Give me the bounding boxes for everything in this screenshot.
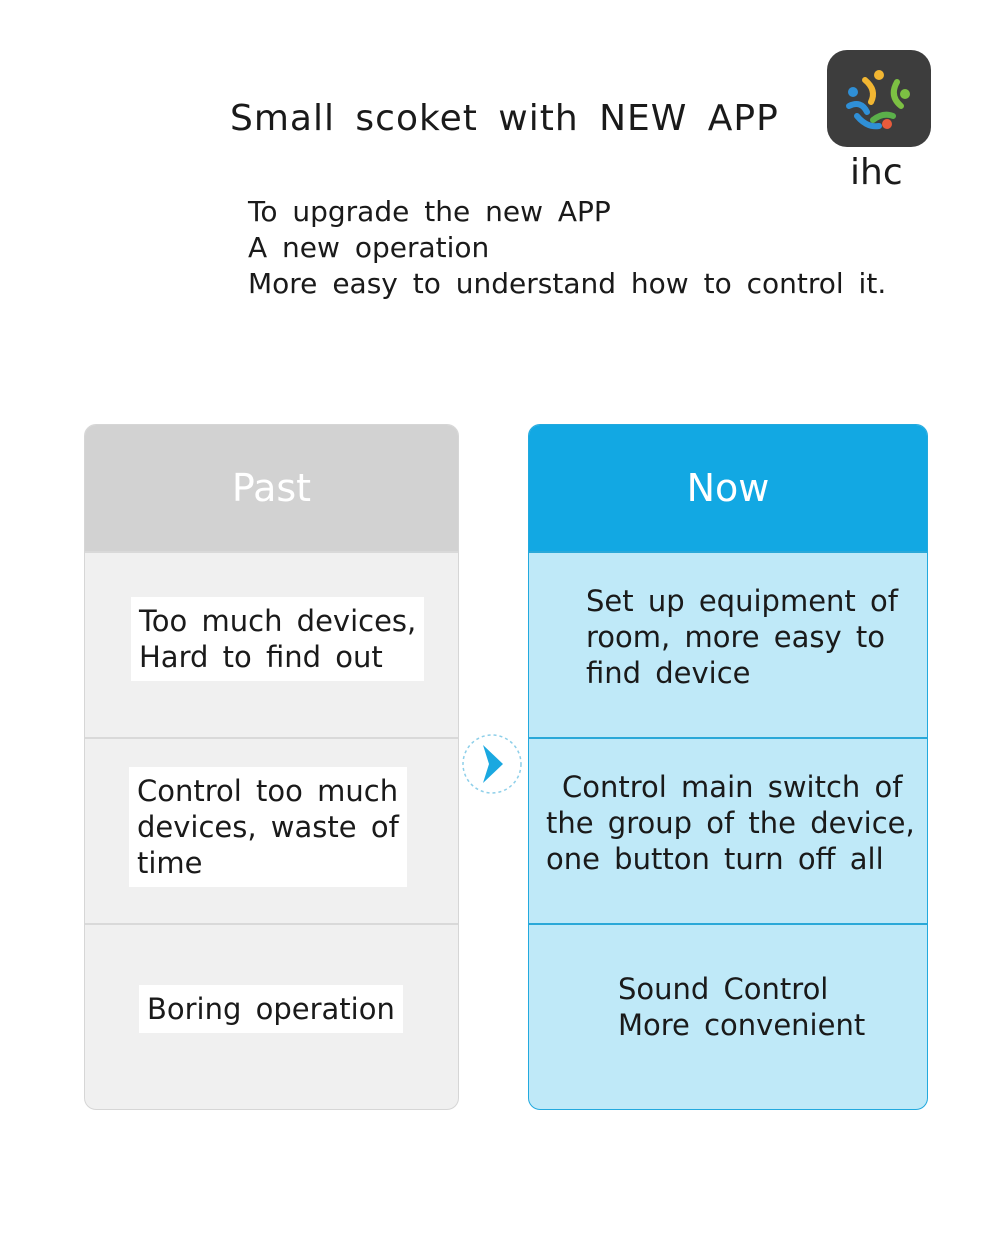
intro-line: More easy to understand how to control it. <box>248 267 887 300</box>
ihc-app-icon[interactable] <box>827 50 931 147</box>
text-line: find device <box>586 656 751 690</box>
text-line: Boring operation <box>147 992 395 1026</box>
text-line: Set up equipment of <box>586 584 898 618</box>
past-row-text <box>129 767 407 887</box>
text-line: room, more easy to <box>586 620 886 654</box>
intro-text <box>248 194 886 302</box>
now-row <box>529 551 927 737</box>
now-row <box>529 923 927 1109</box>
past-row-text <box>131 597 424 681</box>
text-line: Sound Control <box>618 972 829 1006</box>
text-line: Too much devices, <box>139 604 417 638</box>
intro-line: To upgrade the new APP <box>248 195 611 228</box>
now-row-text <box>586 583 898 691</box>
page-title: Small scoket with NEW APP <box>230 98 779 139</box>
people-logo-icon <box>827 50 931 147</box>
past-panel <box>84 424 459 1110</box>
text-line: time <box>137 846 203 880</box>
past-row <box>85 737 458 923</box>
text-line: More convenient <box>618 1008 866 1042</box>
app-name: ihc <box>850 152 903 193</box>
text-line: Control main switch of <box>562 770 903 804</box>
now-row <box>529 737 927 923</box>
past-header: Past <box>85 425 458 551</box>
past-row-text <box>139 985 403 1033</box>
now-row-text <box>618 971 865 1043</box>
now-header: Now <box>529 425 927 551</box>
past-row <box>85 551 458 737</box>
text-line: devices, waste of <box>137 810 399 844</box>
chevron-right-icon <box>461 733 523 795</box>
text-line: the group of the device, <box>546 806 915 840</box>
now-row-text <box>546 769 915 877</box>
text-line: one button turn off all <box>546 842 884 876</box>
text-line: Hard to find out <box>139 640 383 674</box>
text-line: Control too much <box>137 774 399 808</box>
now-panel <box>528 424 928 1110</box>
intro-line: A new operation <box>248 231 490 264</box>
past-row <box>85 923 458 1109</box>
